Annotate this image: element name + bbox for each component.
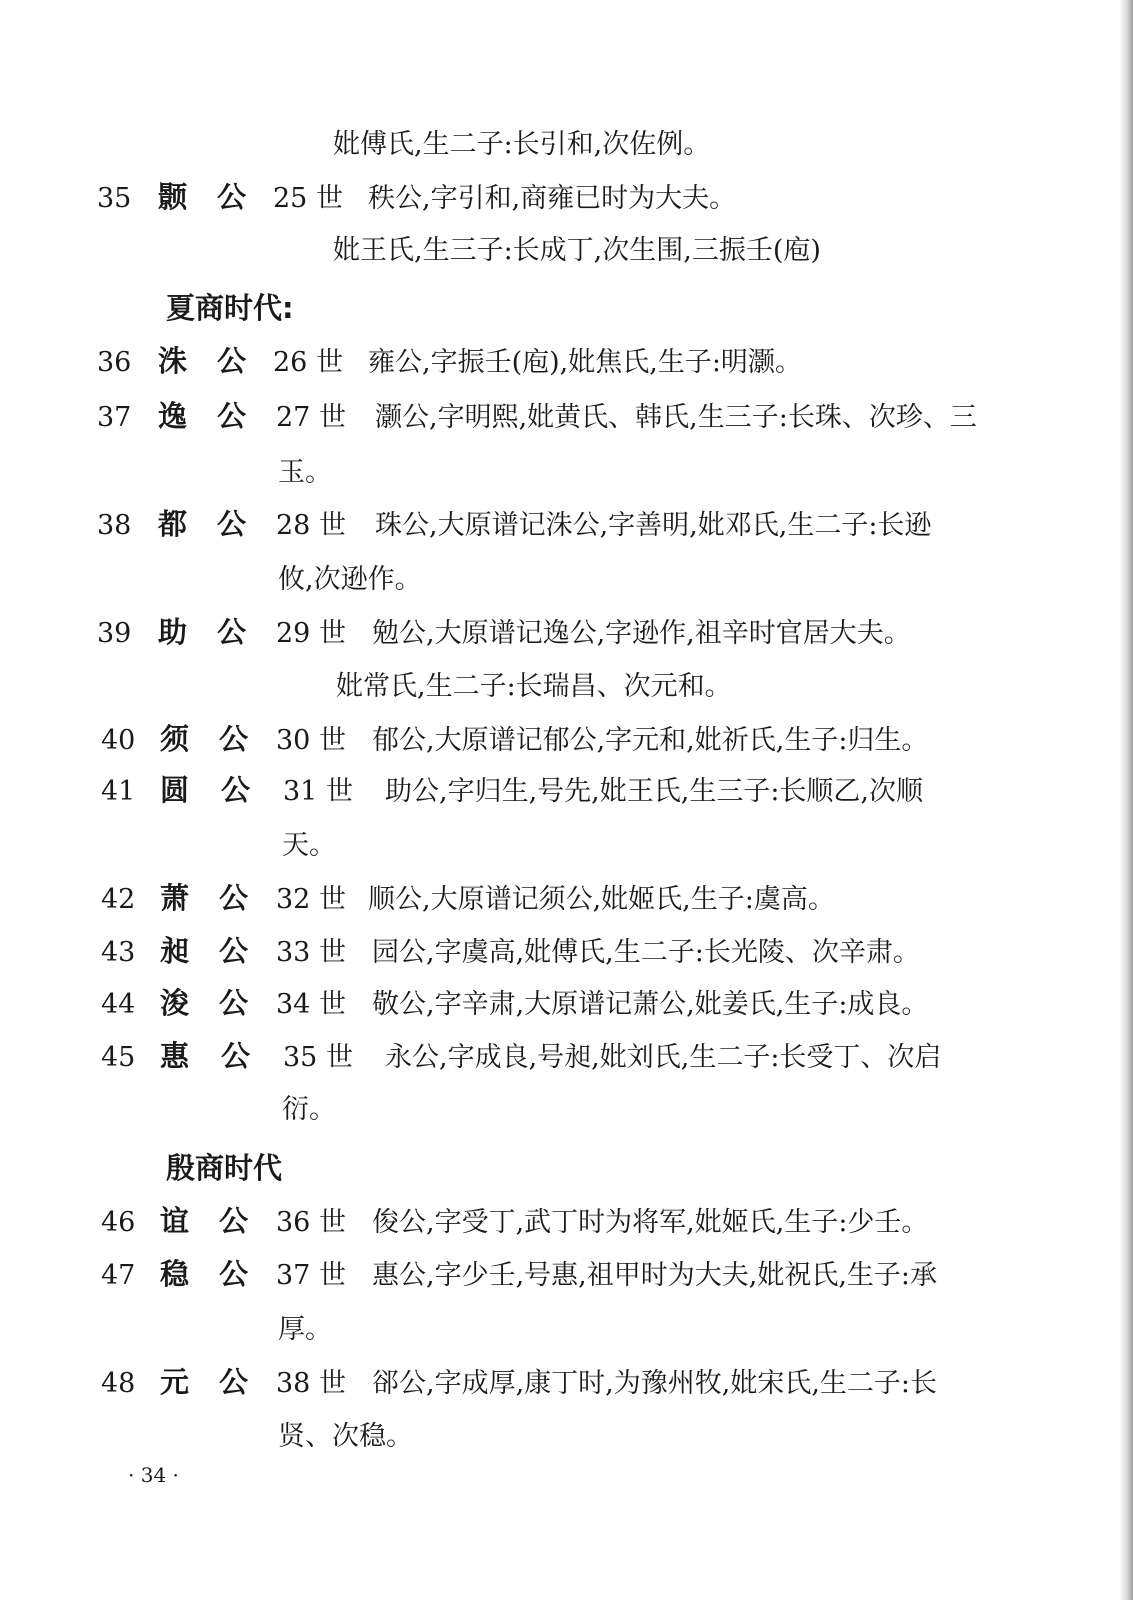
entry-number: 40 [101,725,136,756]
entry-title: 公 [219,934,249,968]
entry-text: 郤公,字成厚,康丁时,为豫州牧,妣宋氏,生二子:长 [372,1368,938,1399]
entry-title: 公 [221,773,251,807]
entry-generation: 36 世 [276,1207,346,1238]
entry-continuation: 玉。 [278,457,332,488]
entry-name: 昶 [160,934,190,968]
entry-generation: 31 世 [283,776,353,807]
page-number: · 34 · [128,1463,179,1487]
entry-name: 洙 [158,344,188,378]
entry-number: 39 [97,618,132,649]
entry-text: 郁公,大原谱记郁公,字元和,妣祈氏,生子:归生。 [372,725,929,756]
entry-title: 公 [219,1365,249,1399]
entry-name: 颢 [158,180,188,214]
entry-title: 公 [217,399,247,433]
entry-text: 勉公,大原谱记逸公,字逊作,祖辛时官居大夫。 [372,618,911,649]
entry-number: 45 [101,1042,136,1073]
entry-title: 公 [219,1204,249,1238]
entry-text: 顺公,大原谱记须公,妣姬氏,生子:虞高。 [368,884,835,915]
entry-text: 园公,字虞高,妣傅氏,生二子:长光陵、次辛肃。 [372,937,920,968]
entry-text: 灏公,字明熙,妣黄氏、韩氏,生三子:长珠、次珍、三 [375,402,977,433]
scan-edge-shadow [1119,0,1133,1600]
entry-name: 都 [158,507,188,541]
entry-generation: 34 世 [276,989,346,1020]
entry-name: 逸 [158,399,188,433]
entry-name: 须 [160,722,190,756]
entry-title: 公 [217,344,247,378]
entry-generation: 27 世 [276,402,346,433]
entry-title: 公 [217,180,247,214]
entry-text: 惠公,字少壬,号惠,祖甲时为大夫,妣祝氏,生子:承 [372,1260,938,1291]
entry-generation: 38 世 [276,1368,346,1399]
entry-name: 谊 [160,1204,190,1238]
entry-generation: 28 世 [276,510,346,541]
entry-number: 44 [101,989,136,1020]
entry-number: 47 [101,1260,136,1291]
entry-title: 公 [219,1257,249,1291]
entry-text: 助公,字归生,号先,妣王氏,生三子:长顺乙,次顺 [385,776,924,807]
entry-title: 公 [219,986,249,1020]
entry-title: 公 [219,881,249,915]
entry-title: 公 [217,507,247,541]
entry-number: 38 [97,510,132,541]
entry-generation: 29 世 [276,618,346,649]
entry-generation: 33 世 [276,937,346,968]
section-heading: 殷商时代 [166,1151,283,1185]
entry-name: 元 [160,1365,190,1399]
entry-number: 48 [101,1368,136,1399]
section-heading: 夏商时代: [166,291,294,325]
entry-generation: 25 世 [273,183,343,214]
entry-continuation: 贤、次稳。 [278,1421,413,1452]
entry-name: 浚 [160,986,190,1020]
entry-generation: 26 世 [273,347,343,378]
entry-text: 雍公,字振壬(庖),妣焦氏,生子:明灏。 [368,347,802,378]
entry-number: 41 [101,776,136,807]
entry-generation: 32 世 [276,884,346,915]
entry-generation: 35 世 [283,1042,353,1073]
entry-name: 圆 [160,773,190,807]
entry-text: 珠公,大原谱记洙公,字善明,妣邓氏,生二子:长逊 [375,510,932,541]
entry-number: 43 [101,937,136,968]
entry-continuation: 攸,次逊作。 [278,564,422,595]
entry-number: 36 [97,347,132,378]
entry-continuation: 妣常氏,生二子:长瑞昌、次元和。 [336,671,732,702]
entry-name: 稳 [160,1257,190,1291]
entry-continuation: 衍。 [282,1094,336,1125]
entry-title: 公 [221,1039,251,1073]
entry-title: 公 [219,722,249,756]
entry-text: 俊公,字受丁,武丁时为将军,妣姬氏,生子:少壬。 [372,1207,929,1238]
entry-continuation: 厚。 [278,1314,332,1345]
entry-number: 37 [97,402,132,433]
entry-text: 永公,字成良,号昶,妣刘氏,生二子:长受丁、次启 [385,1042,942,1073]
entry-continuation: 天。 [282,830,336,861]
entry-generation: 30 世 [276,725,346,756]
entry-number: 42 [101,884,136,915]
entry-generation: 37 世 [276,1260,346,1291]
entry-text: 敬公,字辛肃,大原谱记萧公,妣姜氏,生子:成良。 [372,989,929,1020]
entry-text: 秩公,字引和,商雍已时为大夫。 [368,183,737,214]
entry-title: 公 [217,615,247,649]
entry-name: 惠 [160,1039,190,1073]
entry-name: 助 [158,615,188,649]
entry-number: 35 [97,183,132,214]
continuation-text: 妣傅氏,生二子:长引和,次佐例。 [333,129,711,160]
entry-number: 46 [101,1207,136,1238]
entry-name: 萧 [160,881,190,915]
entry-continuation: 妣王氏,生三子:长成丁,次生围,三振壬(庖) [333,235,821,266]
